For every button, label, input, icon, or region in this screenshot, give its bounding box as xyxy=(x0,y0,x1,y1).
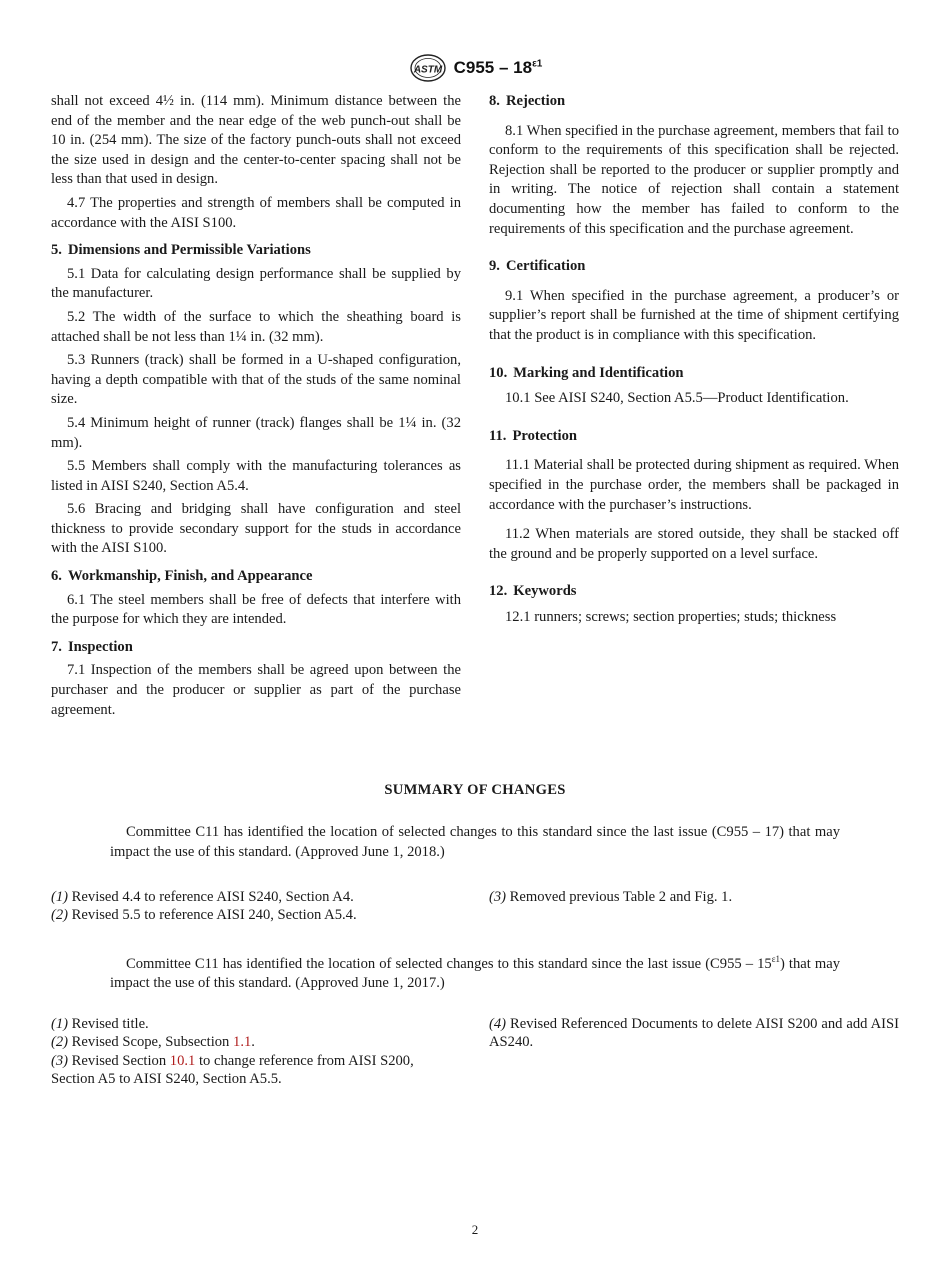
section-5-heading: 5. Dimensions and Permissible Variations xyxy=(51,242,311,259)
page-number: 2 xyxy=(471,1222,479,1237)
page-header xyxy=(0,52,950,84)
changes-2018-left xyxy=(51,888,461,925)
paragraph-5-3: 5.3 Runners (track) shall be formed in a U-shaped configuration, having a depth compatible with that of the studs of the same nominal size. xyxy=(51,352,461,408)
paragraph-10-1: 10.1 See AISI S240, Section A5.5—Product Identification. xyxy=(505,390,849,407)
right-column xyxy=(489,92,899,627)
changes-2017-left xyxy=(51,1015,461,1089)
summary-intro-2018 xyxy=(110,823,840,862)
paragraph-5-6: 5.6 Bracing and bridging shall have configuration and steel thickness to provide secondary support for the studs in accordance with the AISI S100. xyxy=(51,501,461,557)
svg-text:ASTM: ASTM xyxy=(413,64,442,76)
paragraph-5-4: 5.4 Minimum height of runner (track) flanges shall be 1¼ in. (32 mm). xyxy=(51,414,461,451)
subsection-1-1-link[interactable]: 1.1 xyxy=(233,1034,252,1051)
change-item: (2) Revised 5.5 to reference AISI 240, Section A5.4. xyxy=(51,907,357,924)
paragraph-5-1: 5.1 Data for calculating design performance shall be supplied by the manufacturer. xyxy=(51,265,461,302)
changes-2017-right xyxy=(489,1015,899,1052)
section-11-heading: 11. Protection xyxy=(489,427,578,444)
change-item: (4) Revised Referenced Documents to delete AISI S200 and add AISI AS240. xyxy=(489,1016,899,1051)
paragraph-11-1: 11.1 Material shall be protected during shipment as required. When specified in the purchase order, the members shall be packaged in accordance with the purchaser’s instructions. xyxy=(489,457,899,513)
summary-of-changes-heading: SUMMARY OF CHANGES xyxy=(384,782,566,798)
section-10-1-link[interactable]: 10.1 xyxy=(169,1052,196,1069)
section-10-heading: 10. Marking and Identification xyxy=(489,364,684,381)
paragraph-6-1: 6.1 The steel members shall be free of defects that interfere with the purpose for which they are intended. xyxy=(51,591,461,628)
change-item: (3) Removed previous Table 2 and Fig. 1. xyxy=(489,889,733,905)
summary-intro-2017-text: Committee C11 has identified the location of selected changes to this standard since the last issue $(C955 - 15^{\varepsilon 1})$ that may impact the use of this standard. (Approved June 1, 2017.) xyxy=(110,954,841,992)
section-6-heading: 6. Workmanship, Finish, and Appearance xyxy=(51,568,313,585)
changes-2018-right xyxy=(489,888,899,906)
summary-intro-2017 xyxy=(110,950,840,994)
paragraph-9-1: 9.1 When specified in the purchase agreement, a producer’s or supplier’s report shall be furnished at the time of shipment certifying that the product is in compliance with this specification. xyxy=(489,287,899,343)
change-item: (1) Revised 4.4 to reference AISI S240, Section A4. xyxy=(51,889,354,905)
left-column xyxy=(51,92,461,720)
section-7-heading: 7. Inspection xyxy=(51,638,133,655)
paragraph-8-1: 8.1 When specified in the purchase agreement, members that fail to conform to the requirements of this specification shall be rejected. Rejection shall be reported to the producer or supplier promptly and in writing. The notice of rejection shall contain a statement documenting how the member has failed to conform to the requirements of this specification and the purchase agreement. xyxy=(489,122,899,237)
change-item: (1) Revised title. xyxy=(51,1016,149,1032)
section-8-heading: 8. Rejection xyxy=(489,93,566,109)
paragraph-12-1: 12.1 runners; screws; section properties; studs; thickness xyxy=(505,608,837,625)
section-12-heading: 12. Keywords xyxy=(489,583,577,600)
paragraph-5-5: 5.5 Members shall comply with the manufacturing tolerances as listed in AISI S240, Section A5.4. xyxy=(51,458,461,494)
document-designation: $C955 - 18^{\varepsilon 1}$ xyxy=(453,58,543,77)
astm-logo-icon xyxy=(408,52,448,84)
section-9-heading: 9. Certification xyxy=(489,258,586,275)
summary-intro-2018-text: Committee C11 has identified the location of selected changes to this standard since the last issue (C955 – 17) that may impact the use of this standard. (Approved June 1, 2018.) xyxy=(110,824,840,860)
paragraph-5-2: 5.2 The width of the surface to which the sheathing board is attached shall be not less than 1¼ in. (32 mm). xyxy=(51,308,461,345)
paragraph-4-6-continued: shall not exceed 4½ in. (114 mm). Minimum distance between the end of the member and the near edge of the web punch-out shall be 10 in. (254 mm). The size of the factory punch-outs shall not exceed the size used in design and the center-to-center spacing shall not be less than that used in design. xyxy=(51,93,461,188)
paragraph-7-1: 7.1 Inspection of the members shall be agreed upon between the purchaser and the producer or supplier as part of the purchase agreement. xyxy=(51,662,461,718)
paragraph-11-2: 11.2 When materials are stored outside, they shall be stacked off the ground and be properly supported on a level surface. xyxy=(489,526,899,562)
change-item: (2) Revised Scope, Subsection 1.1. xyxy=(51,1034,255,1051)
change-item: (3) Revised Section 10.1 to change reference from AISI S200, Section A5 to AISI S240, Section A5.5. xyxy=(51,1052,414,1088)
paragraph-4-7: 4.7 The properties and strength of members shall be computed in accordance with the AISI S100. xyxy=(51,194,461,231)
